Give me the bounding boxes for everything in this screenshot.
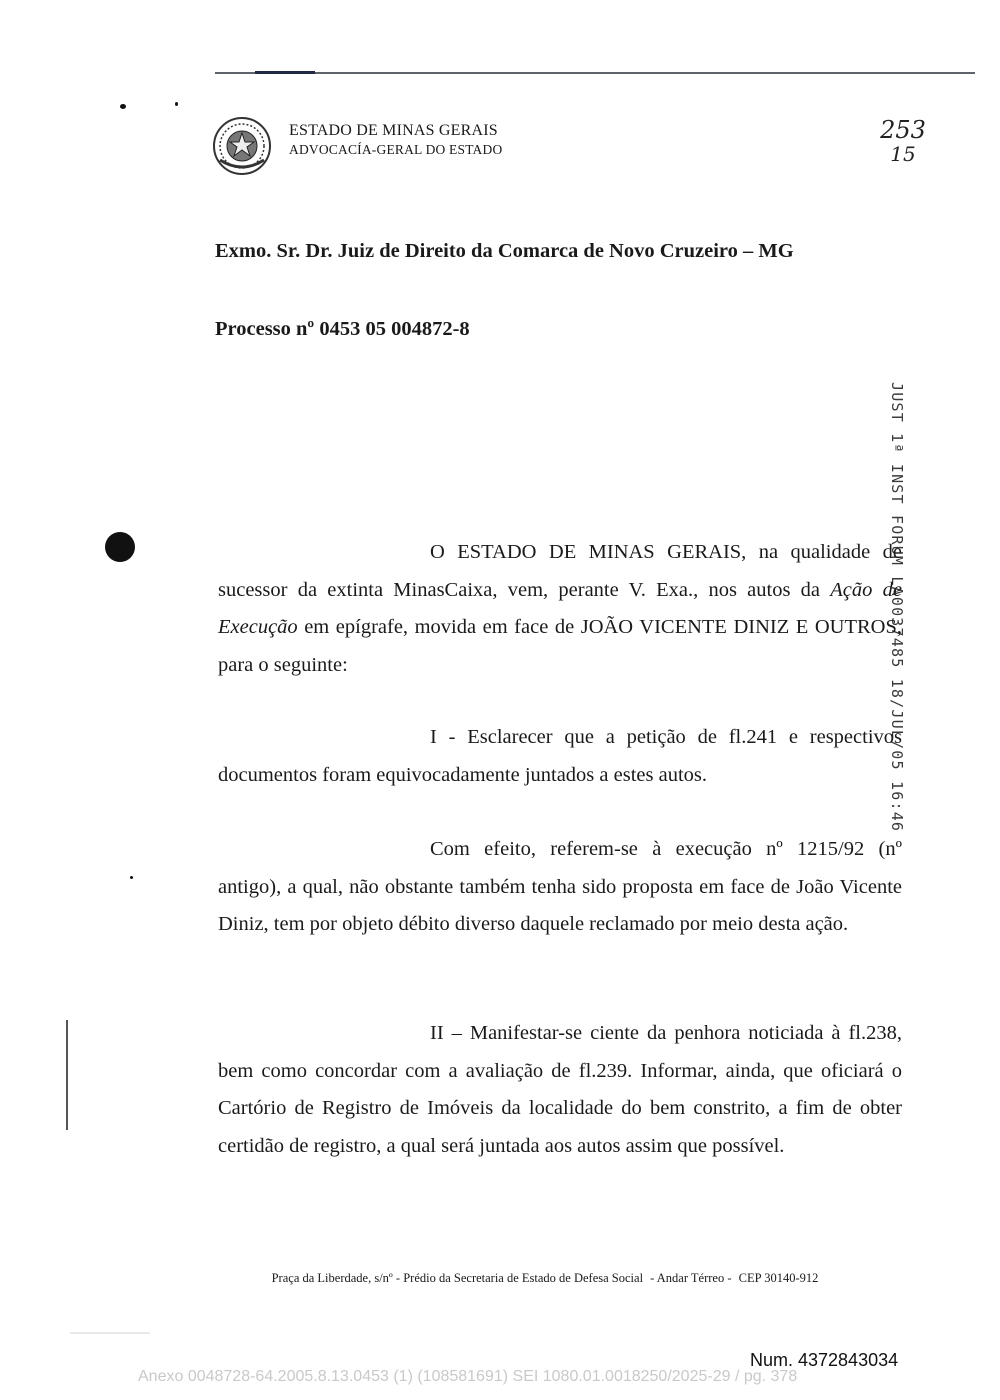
paragraph-explanation <box>218 831 902 944</box>
paragraph-intro-italic: Ação de Execução <box>218 578 902 638</box>
scan-bottom-border <box>70 1332 150 1334</box>
punch-hole-mark <box>105 532 135 562</box>
paragraph-item-two <box>218 1015 902 1165</box>
addressee-line: Exmo. Sr. Dr. Juiz de Direito da Comarca de Novo Cruzeiro – MG <box>215 240 794 262</box>
handwritten-page-number-value: 253 <box>880 116 926 144</box>
paragraph-item-two-text: II – Manifestar-se ciente da penhora noticiada à fl.238, bem como concordar com a avaliação de fl.239. Informar, ainda, que oficiará o Cartório de Registro de Imóveis da localidade do bem constrito, a fim de obter certidão de registro, a qual será juntada aos autos assim que possível. <box>218 1022 902 1157</box>
header-state-name: ESTADO DE MINAS GERAIS <box>289 122 498 139</box>
paragraph-explanation-text: Com efeito, referem-se à execução nº 1215/92 (nº antigo), a qual, não obstante também tenha sido proposta em face de João Vicente Diniz, tem por objeto débito diverso daquele reclamado por meio desta ação. <box>218 838 902 935</box>
handwritten-initials: 15 <box>890 142 916 166</box>
document-number: Num. 4372843034 <box>750 1350 899 1370</box>
handwritten-page-number <box>868 118 938 166</box>
annex-reference: Anexo 0048728-64.2005.8.13.0453 (1) (108581691) SEI 1080.01.0018250/2025-29 / pg. 378 <box>138 1368 798 1385</box>
footer-address <box>0 1271 1000 1286</box>
header-agency-name: ADVOCACÍA-GERAL DO ESTADO <box>289 142 503 157</box>
process-number: Processo nº 0453 05 004872-8 <box>215 318 470 340</box>
footer-address-text: Praça da Liberdade, s/nº - Prédio da Secretaria de Estado de Defesa Social <box>271 1271 644 1285</box>
paragraph-intro-text-b: em epígrafe, movida em face de JOÃO VICENTE DINIZ E OUTROS, para o seguinte: <box>218 616 902 676</box>
footer-cep: CEP 30140-912 <box>738 1271 819 1285</box>
paragraph-item-one-text: I - Esclarecer que a petição de fl.241 e respectivos documentos foram equivocadamente juntados a estes autos. <box>218 726 902 786</box>
paragraph-intro-text-a: O ESTADO DE MINAS GERAIS, na qualidade de sucessor da extinta MinasCaixa, vem, perante V. Exa., nos autos da <box>218 541 902 601</box>
scan-top-border-accent <box>255 71 315 74</box>
scan-speck <box>120 104 126 109</box>
scan-speck <box>175 102 178 106</box>
paragraph-intro <box>218 534 902 684</box>
scan-speck <box>130 876 133 879</box>
coat-of-arms-icon <box>212 116 272 176</box>
scan-edge-line <box>66 1020 68 1130</box>
scan-top-border <box>215 72 975 74</box>
paragraph-item-one <box>218 719 902 794</box>
protocol-stamp-text: JUST 1ª INST FORUM LA0037485 18/JUL/05 16:46 <box>888 382 906 833</box>
footer-floor: - Andar Térreo - <box>650 1271 732 1285</box>
